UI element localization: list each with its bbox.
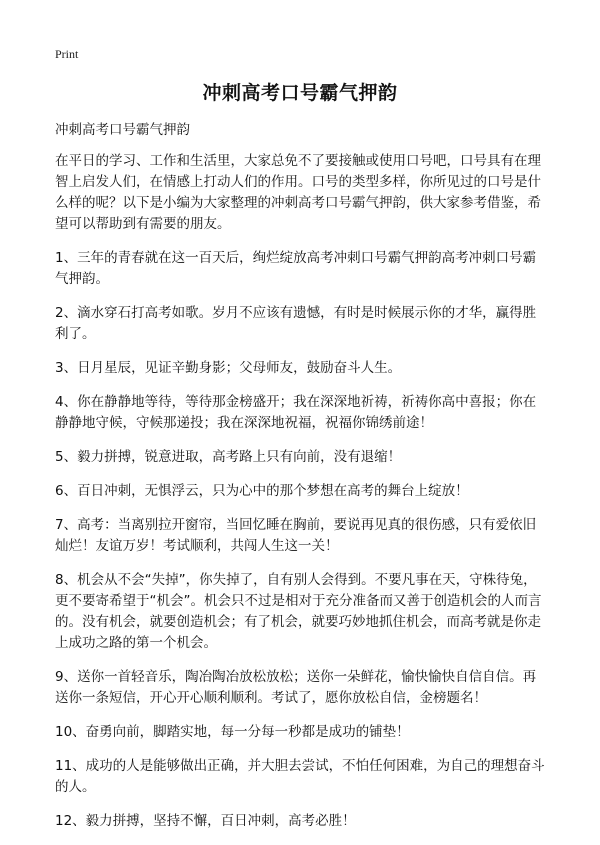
slogan-item-1: 1、三年的青春就在这一百天后，绚烂绽放高考冲刺口号霸气押韵高考冲刺口号霸气押韵。 (55, 250, 537, 287)
intro-paragraph: 在平日的学习、工作和生活里，大家总免不了要接触或使用口号吧，口号具有在理智上启发人们，在情感上打动人们的作用。口号的类型多样，你所见过的口号是什么样的呢？以下是小编为大家整理的冲刺高考口号霸气押韵，供大家参考借鉴，希望可以帮助到有需要的朋友。 (55, 153, 541, 232)
print-link[interactable]: Print (55, 47, 79, 61)
slogan-item-2: 2、滴水穿石打高考如歌。岁月不应该有遗憾，有时是时候展示你的才华，赢得胜利了。 (55, 305, 537, 342)
slogan-item-4: 4、你在静静地等待，等待那金榜盛开；我在深深地祈祷，祈祷你高中喜报；你在静静地守候，守候那递投；我在深深地祝福，祝福你锦绣前途！ (55, 394, 537, 431)
slogan-item-11: 11、成功的人是能够做出正确，并大胆去尝试，不怕任何困难，为自己的理想奋斗的人。 (55, 758, 545, 795)
document-body (55, 120, 547, 845)
slogan-item-7: 7、高考：当离别拉开窗帘，当回忆睡在胸前，要说再见真的很伤感，只有爱依旧灿烂！友谊万岁！考试顺利，共闯人生这一关！ (55, 517, 537, 554)
slogan-item-3: 3、日月星辰，见证辛勤身影；父母师友，鼓励奋斗人生。 (55, 360, 402, 376)
slogan-item-9: 9、送你一首轻音乐，陶冶陶冶放松放松；送你一朵鲜花，愉快愉快自信自信。再送你一条短信，开心开心顺利顺利。考试了，愿你放松自信，金榜题名！ (55, 669, 537, 706)
slogan-item-10: 10、奋勇向前，脚踏实地，每一分每一秒都是成功的铺垫！ (55, 724, 410, 740)
slogan-item-6: 6、百日冲刺，无惧浮云，只为心中的那个梦想在高考的舞台上绽放！ (55, 483, 469, 499)
document-subtitle: 冲刺高考口号霸气押韵 (55, 122, 190, 138)
slogan-item-5: 5、毅力拼搏，锐意进取，高考路上只有向前，没有退缩！ (55, 449, 402, 465)
document-title: 冲刺高考口号霸气押韵 (202, 82, 398, 104)
slogan-item-12: 12、毅力拼搏，坚持不懈，百日冲刺，高考必胜！ (55, 813, 356, 829)
slogan-item-8: 8、机会从不会“失掉”，你失掉了，自有别人会得到。不要凡事在天，守株待兔，更不要寄希望于“机会”。机会只不过是相对于充分准备而又善于创造机会的人而言的。没有机会，就要创造机会；有了机会，就要巧妙地抓住机会，而高考就是你走上成功之路的第一个机会。 (55, 572, 542, 651)
